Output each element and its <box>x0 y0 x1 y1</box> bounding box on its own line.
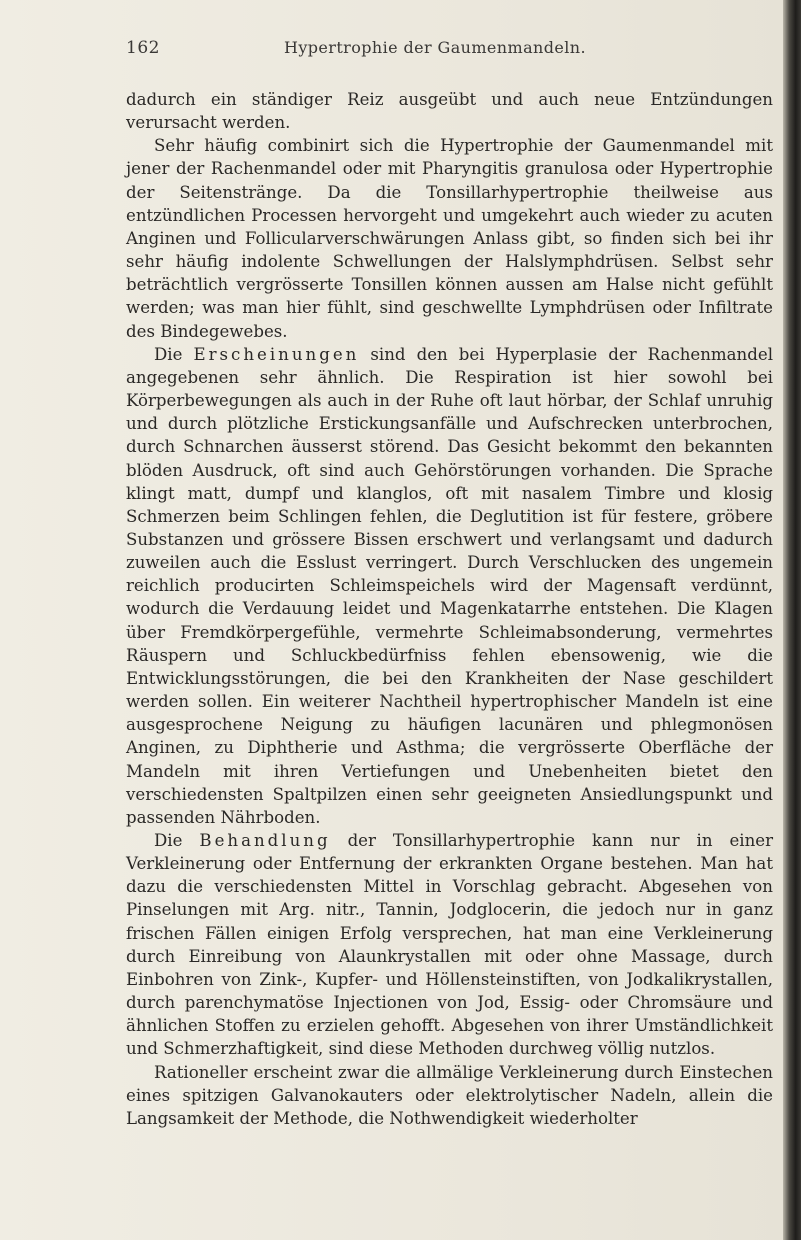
paragraph-5: Rationeller erscheint zwar die allmälige Verkleinerung durch Einstechen eines spitzigen Galvanokauters oder elektrolytischer Nadeln, allein die Langsamkeit der Methode, die Nothwendigkeit wiederholter <box>126 1062 773 1128</box>
paragraph-4-lead: Die <box>154 831 183 850</box>
book-edge <box>783 0 801 1240</box>
page-header <box>126 38 776 62</box>
paragraph-4-rest: der Tonsillarhypertrophie kann nur in einer Verkleinerung oder Entfernung der erkrankten Organe bestehen. Man hat dazu die verschiedensten Mittel in Vorschlag gebracht. Abgesehen von Pinselungen mit Arg. nitr., Tannin, Jodglocerin, die jedoch nur in ganz frischen Fällen einigen Erfolg versprechen, hat man eine Verkleinerung durch Einreibung von Alaunkrystallen mit oder ohne Massage, durch Einbohren von Zink-, Kupfer- und Höllensteinstiften, von Jodkalikrystallen, durch parenchymatöse Injectionen von Jod, Essig- oder Chromsäure und ähnlichen Stoffen zu erzielen gehofft. Abgesehen von ihrer Umständlichkeit und Schmerzhaftigkeit, sind diese Methoden durchweg völlig nutzlos. <box>126 831 774 1059</box>
paragraph-3 <box>126 343 773 829</box>
paragraph-3-lead: Die <box>154 344 183 364</box>
body-text <box>126 88 773 1130</box>
page-number: 162 <box>126 38 160 58</box>
paragraph-1: dadurch ein ständiger Reiz ausgeübt und auch neue Entzündungen verursacht werden. <box>126 90 773 133</box>
emphasis-behandlung: Behandlung <box>199 831 331 850</box>
paragraph-2: Sehr häufig combinirt sich die Hypertrophie der Gaumenmandel mit jener der Rachenmandel oder mit Pharyngitis granulosa oder Hypertrophie der Seitenstränge. Da die Tonsillarhypertrophie theilweise aus entzündlichen Processen hervorgeht und umgekehrt auch wieder zu acuten Anginen und Follicularverschwärungen Anlass gibt, so finden sich bei ihr sehr häufig indolente Schwellungen der Halslymphdrüsen. Selbst sehr beträchtlich vergrösserte Tonsillen können aussen am Halse nicht gefühlt werden; was man hier fühlt, sind geschwellte Lymphdrüsen oder Infiltrate des Bindegewebes. <box>126 136 773 341</box>
running-title: Hypertrophie der Gaumenmandeln. <box>284 38 586 57</box>
emphasis-erscheinungen: Erscheinungen <box>193 344 360 364</box>
paragraph-3-rest: sind den bei Hyperplasie der Rachenmandel angegebenen sehr ähnlich. Die Respiration ist hier sowohl bei Körperbewegungen als auch in der Ruhe oft laut hörbar, der Schlaf unruhig und durch plötzliche Erstickungsanfälle und Aufschrecken unterbrochen, durch Schnarchen äusserst störend. Das Gesicht bekommt den bekannten blöden Ausdruck, oft sind auch Gehörstörungen vorhanden. Die Sprache klingt matt, dumpf und klanglos, oft mit nasalem Timbre und klosig Schmerzen beim Schlingen fehlen, die Deglutition ist für festere, gröbere Substanzen und grössere Bissen erschwert und verlangsamt und dadurch zuweilen auch die Esslust verringert. Durch Verschlucken des ungemein reichlich producirten Schleimspeichels wird der Magensaft verdünnt, wodurch die Verdauung leidet und Magenkatarrhe entstehen. Die Klagen über Fremdkörpergefühle, vermehrte Schleimabsonderung, vermehrtes Räuspern und Schluckbedürfniss fehlen ebensowenig, wie die Entwicklungsstörungen, die bei den Krankheiten der Nase geschildert werden sollen. Ein weiterer Nachtheil hypertrophischer Mandeln ist eine ausgesprochene Neigung zu häufigen lacunären und phlegmonösen Anginen, zu Diphtherie und Asthma; die vergrösserte Oberfläche der Mandeln mit ihren Vertiefungen und Unebenheiten bietet den verschiedensten Spaltpilzen einen sehr geeigneten Ansiedlungspunkt und passenden Nährboden. <box>126 344 773 827</box>
paragraph-4 <box>126 829 773 1061</box>
